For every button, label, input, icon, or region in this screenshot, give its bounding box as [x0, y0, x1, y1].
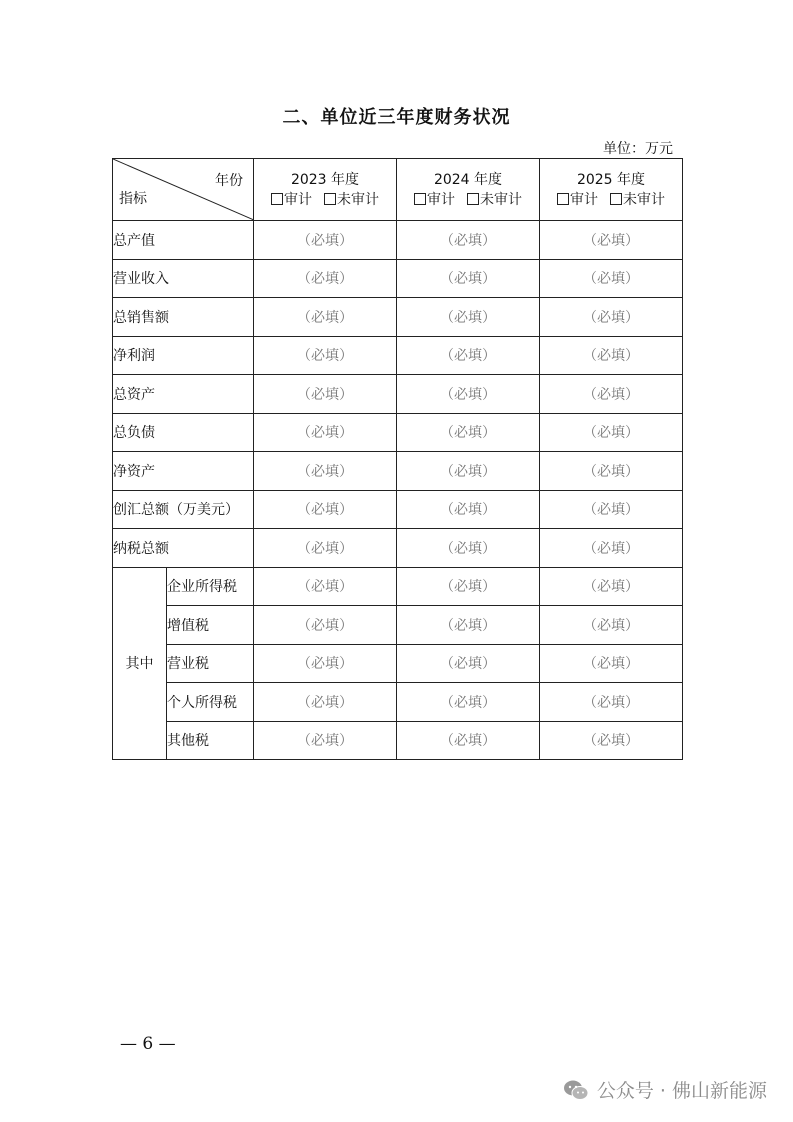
row-label: 总产值	[113, 221, 254, 260]
value-cell[interactable]: （必填）	[254, 221, 397, 260]
table-row	[113, 644, 683, 683]
table-row	[113, 336, 683, 375]
table-row	[113, 567, 683, 606]
value-cell[interactable]: （必填）	[397, 375, 540, 414]
table-row	[113, 721, 683, 760]
value-cell[interactable]: （必填）	[254, 413, 397, 452]
value-cell[interactable]: （必填）	[254, 259, 397, 298]
year-label: 2023 年度	[290, 171, 360, 188]
watermark	[563, 1076, 767, 1103]
value-cell[interactable]: （必填）	[254, 529, 397, 568]
value-cell[interactable]: （必填）	[397, 259, 540, 298]
value-cell[interactable]: （必填）	[397, 336, 540, 375]
value-cell[interactable]: （必填）	[397, 490, 540, 529]
value-cell[interactable]: （必填）	[540, 452, 683, 491]
year-label: 2025 年度	[576, 171, 646, 188]
value-cell[interactable]: （必填）	[254, 721, 397, 760]
value-cell[interactable]: （必填）	[540, 490, 683, 529]
unit-label: 单位：万元	[603, 141, 673, 157]
table-row	[113, 259, 683, 298]
row-label: 总负债	[113, 413, 254, 452]
table-header-row	[113, 159, 683, 221]
value-cell[interactable]: （必填）	[540, 298, 683, 337]
row-label: 营业收入	[113, 259, 254, 298]
sub-row-label: 增值税	[167, 606, 254, 645]
unaudited-option[interactable]: 未审计	[324, 192, 379, 208]
year-header-2024	[397, 159, 540, 221]
sub-row-label: 个人所得税	[167, 683, 254, 722]
row-label: 创汇总额（万美元）	[113, 490, 254, 529]
value-cell[interactable]: （必填）	[254, 375, 397, 414]
value-cell[interactable]: （必填）	[540, 683, 683, 722]
value-cell[interactable]: （必填）	[254, 567, 397, 606]
corner-year-label: 年份	[215, 173, 243, 189]
unaudited-option[interactable]: 未审计	[610, 192, 665, 208]
table-row	[113, 413, 683, 452]
value-cell[interactable]: （必填）	[540, 721, 683, 760]
value-cell[interactable]: （必填）	[397, 567, 540, 606]
value-cell[interactable]: （必填）	[397, 606, 540, 645]
value-cell[interactable]: （必填）	[540, 413, 683, 452]
value-cell[interactable]: （必填）	[397, 529, 540, 568]
table-row	[113, 683, 683, 722]
row-label: 总销售额	[113, 298, 254, 337]
page-title: 二、单位近三年度财务状况	[282, 107, 511, 128]
value-cell[interactable]: （必填）	[397, 452, 540, 491]
year-header-2025	[540, 159, 683, 221]
table-row	[113, 529, 683, 568]
row-label: 总资产	[113, 375, 254, 414]
corner-cell	[113, 159, 254, 221]
value-cell[interactable]: （必填）	[540, 375, 683, 414]
value-cell[interactable]: （必填）	[540, 567, 683, 606]
corner-indicator-label: 指标	[119, 191, 147, 207]
row-label: 净资产	[113, 452, 254, 491]
table-row	[113, 490, 683, 529]
table-row	[113, 221, 683, 260]
table-row	[113, 606, 683, 645]
checkbox-icon[interactable]	[324, 193, 336, 205]
value-cell[interactable]: （必填）	[397, 221, 540, 260]
financial-table	[112, 158, 683, 760]
value-cell[interactable]: （必填）	[254, 490, 397, 529]
value-cell[interactable]: （必填）	[397, 298, 540, 337]
value-cell[interactable]: （必填）	[397, 644, 540, 683]
checkbox-icon[interactable]	[414, 193, 426, 205]
checkbox-icon[interactable]	[610, 193, 622, 205]
value-cell[interactable]: （必填）	[254, 644, 397, 683]
sub-row-label: 其他税	[167, 721, 254, 760]
value-cell[interactable]: （必填）	[397, 683, 540, 722]
value-cell[interactable]: （必填）	[540, 644, 683, 683]
value-cell[interactable]: （必填）	[254, 452, 397, 491]
year-header-2023	[254, 159, 397, 221]
wechat-icon	[563, 1079, 589, 1101]
row-label: 纳税总额	[113, 529, 254, 568]
value-cell[interactable]: （必填）	[397, 721, 540, 760]
audited-option[interactable]: 审计	[557, 192, 598, 208]
group-label: 其中	[113, 567, 167, 760]
checkbox-icon[interactable]	[467, 193, 479, 205]
value-cell[interactable]: （必填）	[397, 413, 540, 452]
value-cell[interactable]: （必填）	[254, 298, 397, 337]
value-cell[interactable]: （必填）	[540, 529, 683, 568]
value-cell[interactable]: （必填）	[254, 683, 397, 722]
audited-option[interactable]: 审计	[414, 192, 455, 208]
value-cell[interactable]: （必填）	[540, 606, 683, 645]
checkbox-icon[interactable]	[557, 193, 569, 205]
sub-row-label: 营业税	[167, 644, 254, 683]
value-cell[interactable]: （必填）	[540, 259, 683, 298]
row-label: 净利润	[113, 336, 254, 375]
value-cell[interactable]: （必填）	[540, 221, 683, 260]
value-cell[interactable]: （必填）	[254, 606, 397, 645]
table-row	[113, 375, 683, 414]
sub-row-label: 企业所得税	[167, 567, 254, 606]
audited-option[interactable]: 审计	[271, 192, 312, 208]
year-label: 2024 年度	[433, 171, 503, 188]
unaudited-option[interactable]: 未审计	[467, 192, 522, 208]
value-cell[interactable]: （必填）	[540, 336, 683, 375]
checkbox-icon[interactable]	[271, 193, 283, 205]
table-row	[113, 452, 683, 491]
page-number: — 6 —	[120, 1034, 176, 1054]
watermark-text: 公众号 · 佛山新能源	[596, 1080, 767, 1102]
value-cell[interactable]: （必填）	[254, 336, 397, 375]
table-row	[113, 298, 683, 337]
